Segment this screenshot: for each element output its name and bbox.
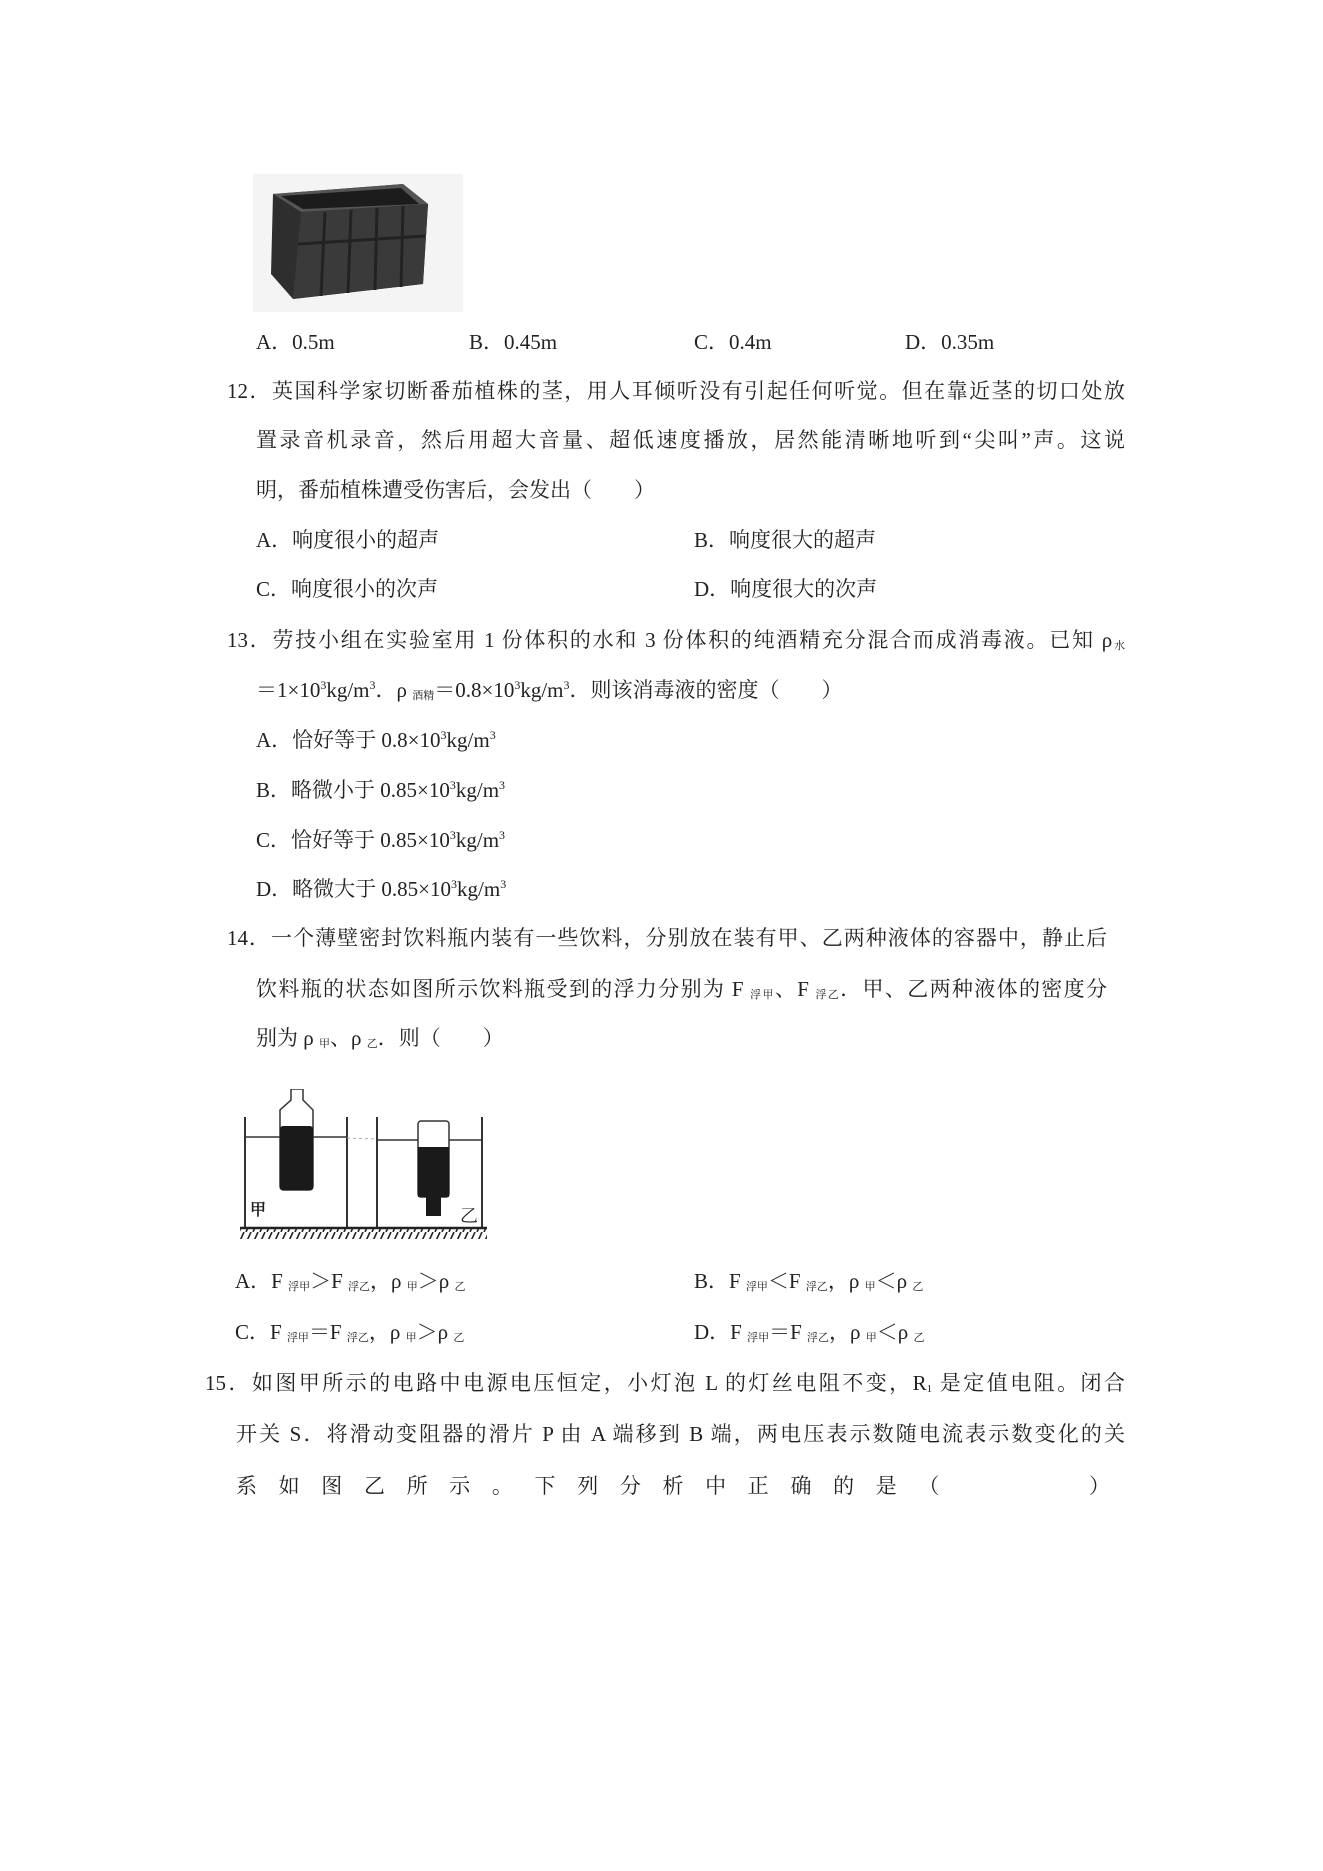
text-run: B．响度很大的超声 [694,528,877,552]
text-run: B．0.45m [469,330,558,354]
inverted-bottle [418,1121,449,1216]
text-run: ＞ρ [417,1269,455,1293]
text-run: C．F [235,1320,287,1344]
q12-option-d[interactable] [694,575,877,603]
superscript: 3 [449,828,456,842]
text-run: 饮料瓶的状态如图所示饮料瓶受到的浮力分别为 F [256,977,751,1001]
q13-option-c[interactable] [256,826,505,854]
text-run: ＝F [308,1320,347,1344]
label-yi: 乙 [460,1206,478,1226]
subscript: 浮乙 [348,1281,371,1293]
superscript: 3 [320,678,327,692]
superscript: 3 [563,678,570,692]
superscript: 3 [499,828,506,842]
subscript: 浮甲 [750,989,775,1001]
text-run: C．恰好等于 0.85×10 [256,828,450,852]
text-run: ，ρ [827,1269,865,1293]
q12-stem-line [227,377,1125,405]
subscript: 浮乙 [346,1332,369,1344]
text-run: 系如图乙所示。下列分析中正确的是（ ） [236,1474,1110,1498]
text-run: ＜ρ [875,1269,913,1293]
subscript: 浮甲 [286,1332,309,1344]
text-run: kg/m [520,678,564,702]
text-run: 置录音机录音，然后用超大音量、超低速度播放，居然能清晰地听到“尖叫”声。这说 [256,428,1125,452]
text-run: ＞ρ [416,1320,454,1344]
subscript: 乙 [912,1281,924,1293]
q11-option-b[interactable] [469,328,557,356]
q14-stem-line [256,1024,504,1052]
q12-option-b[interactable] [694,526,876,554]
text-run: kg/m [326,678,370,702]
q13-option-d[interactable] [256,875,506,903]
superscript: 3 [449,778,456,792]
superscript: 3 [514,678,521,692]
q11-option-d[interactable] [905,328,994,356]
text-run: ．甲、乙两种液体的密度分 [840,977,1107,1001]
text-run: ，ρ [829,1320,866,1344]
subscript: 甲 [864,1281,876,1293]
text-run: kg/m [455,828,500,852]
text-run: ＝1×10 [256,678,321,702]
subscript: 乙 [454,1281,466,1293]
subscript: 水 [1112,640,1125,652]
upright-bottle [280,1089,313,1190]
text-run: D．F [694,1320,748,1344]
crate-image [253,174,463,312]
text-run: ，ρ [368,1320,406,1344]
superscript: 3 [369,678,376,692]
text-run: D．响度很大的次声 [694,577,878,601]
q15-stem-line [236,1420,1125,1448]
subscript: 甲 [405,1332,417,1344]
superscript: 3 [489,728,496,742]
q13-stem-line [256,676,843,704]
subscript: 浮乙 [805,1281,828,1293]
text-run: A．恰好等于 0.8×10 [256,728,441,752]
text-run: ，ρ [370,1269,407,1293]
text-run: kg/m [446,728,490,752]
subscript: 1 [926,1383,933,1395]
text-run: 别为 ρ [256,1026,319,1050]
bottle-buoyancy-figure [240,1089,490,1241]
text-run: kg/m [457,877,501,901]
text-run: ＝F [769,1320,808,1344]
text-run: B．略微小于 0.85×10 [256,778,450,802]
text-run: B．F [694,1269,746,1293]
text-run: A．0.5m [256,330,335,354]
text-run: 13．劳技小组在实验室用 1 份体积的水和 3 份体积的纯酒精充分混合而成消毒液。已知 ρ [227,628,1113,652]
q12-option-c[interactable] [256,575,438,603]
text-run: A．响度很小的超声 [256,528,440,552]
text-run: 开关 S．将滑动变阻器的滑片 P 由 A 端移到 B 端，两电压表示数随电流表示数变化的关 [236,1422,1125,1446]
q14-option-d[interactable] [694,1318,925,1346]
q13-option-a[interactable] [256,726,496,754]
subscript: 乙 [913,1332,925,1344]
text-run: C．响度很小的次声 [256,577,439,601]
text-run: 明，番茄植株遭受伤害后，会发出（ ） [256,478,655,502]
q13-option-b[interactable] [256,776,505,804]
text-run: ＜F [767,1269,806,1293]
text-run: D．0.35m [905,330,995,354]
q11-option-c[interactable] [694,328,772,356]
subscript: 甲 [406,1281,418,1293]
q12-stem-line [256,426,1125,454]
text-run: 12．英国科学家切断番茄植株的茎，用人耳倾听没有引起任何听觉。但在靠近茎的切口处放 [227,379,1125,403]
subscript: 浮乙 [815,989,841,1001]
subscript: 乙 [366,1038,378,1050]
text-run: D．略微大于 0.85×10 [256,877,452,901]
text-run: ．则（ ） [377,1026,504,1050]
subscript: 浮甲 [747,1332,770,1344]
text-run: ＞F [310,1269,349,1293]
superscript: 3 [500,877,507,891]
q13-stem-line [227,626,1125,654]
q14-option-a[interactable] [235,1267,466,1295]
text-run: C．0.4m [694,330,772,354]
text-run: 14．一个薄壁密封饮料瓶内装有一些饮料，分别放在装有甲、乙两种液体的容器中，静止后 [227,926,1107,950]
text-run: ＜ρ [876,1320,914,1344]
subscript: 甲 [865,1332,877,1344]
text-run: kg/m [455,778,500,802]
q11-option-a[interactable] [256,328,335,356]
subscript: 乙 [453,1332,465,1344]
superscript: 3 [451,877,458,891]
text-run: ．ρ [375,678,413,702]
text-run: 是定值电阻。闭合 [932,1371,1125,1395]
text-run: ＝0.8×10 [434,678,515,702]
superscript: 3 [499,778,506,792]
text-run: 15．如图甲所示的电路中电源电压恒定，小灯泡 L 的灯丝电阻不变，R [205,1371,927,1395]
q14-stem-line [227,924,1107,952]
subscript: 甲 [318,1038,330,1050]
q12-stem-line [256,476,655,504]
subscript: 浮甲 [288,1281,311,1293]
q12-option-a[interactable] [256,526,439,554]
q14-option-c[interactable] [235,1318,464,1346]
text-run: A．F [235,1269,289,1293]
subscript: 浮甲 [745,1281,768,1293]
q15-stem-line [205,1369,1125,1397]
text-run: 、F [774,977,816,1001]
text-run: 、ρ [329,1026,367,1050]
text-run: ．则该消毒液的密度（ ） [569,678,843,702]
subscript: 酒精 [412,690,435,702]
q15-stem-line [236,1472,1110,1500]
subscript: 浮乙 [807,1332,830,1344]
superscript: 3 [440,728,447,742]
q14-stem-line [256,975,1107,1003]
ground-hatch [240,1229,487,1239]
q14-option-b[interactable] [694,1267,923,1295]
label-jia: 甲 [250,1202,267,1219]
